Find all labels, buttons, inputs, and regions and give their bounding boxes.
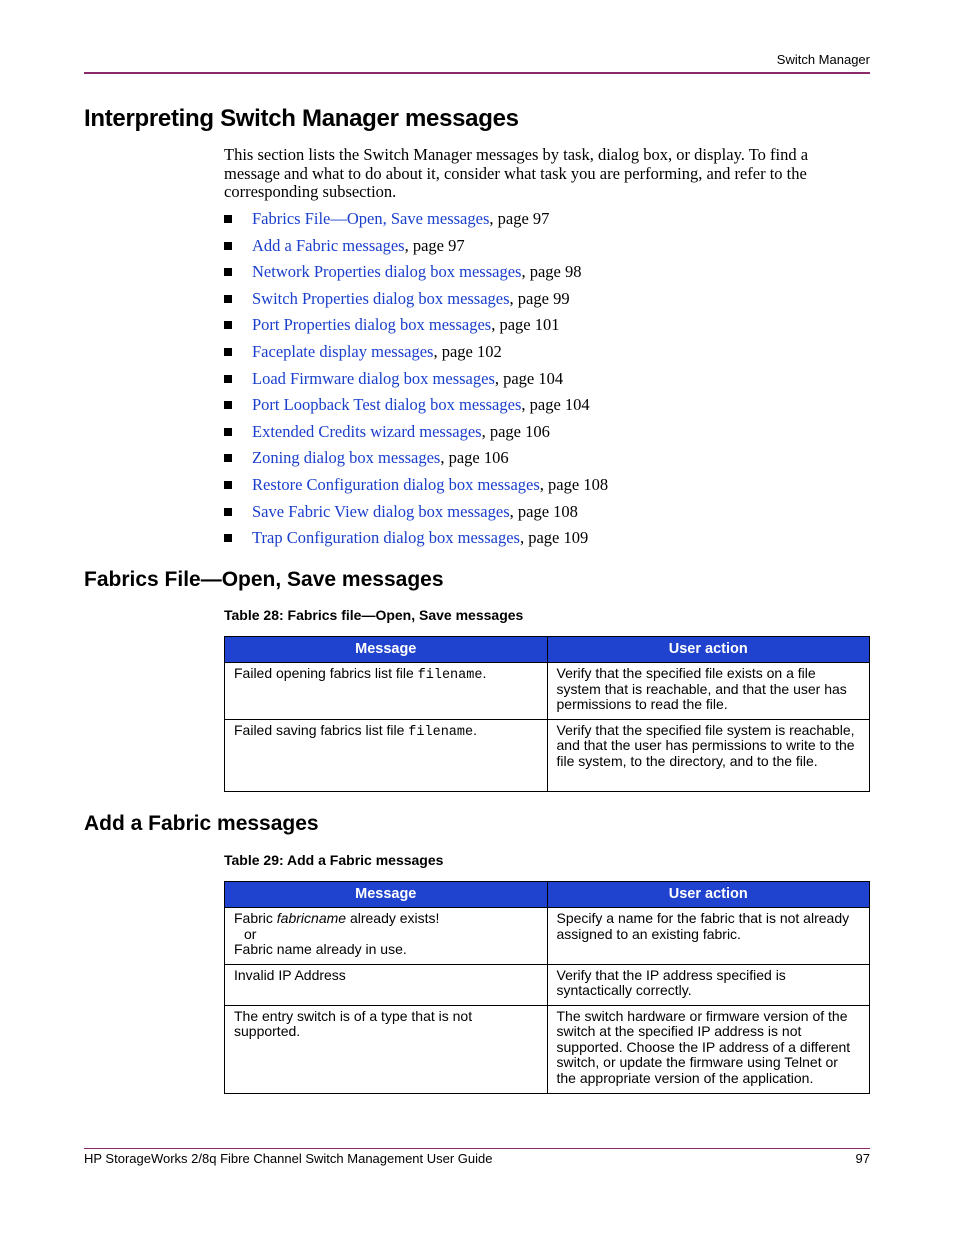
add-fabric-messages-table: [224, 881, 870, 1094]
or-separator: or: [244, 925, 257, 942]
action-cell: Specify a name for the fabric that is not already assigned to an existing fabric.: [547, 908, 870, 965]
table-header-row: [225, 882, 870, 908]
list-item: [224, 312, 608, 339]
toc-link[interactable]: Port Loopback Test dialog box messages: [252, 395, 522, 415]
list-item: [224, 233, 608, 260]
message-cell: Invalid IP Address: [225, 964, 548, 1005]
column-header-user-action: User action: [547, 637, 870, 663]
message-cell: [225, 719, 548, 791]
list-item: [224, 392, 608, 419]
list-item: [224, 366, 608, 393]
toc-link[interactable]: Switch Properties dialog box messages: [252, 288, 510, 308]
header-rule: [84, 72, 870, 74]
message-suffix: .: [473, 721, 477, 738]
list-item: [224, 445, 608, 472]
square-bullet-icon: [224, 268, 232, 276]
message-text: Failed opening fabrics list file: [234, 665, 418, 681]
table-row: [225, 719, 870, 791]
square-bullet-icon: [224, 401, 232, 409]
table-row: [225, 1005, 870, 1093]
toc-page-ref: , page 99: [509, 288, 570, 308]
list-item: [224, 339, 608, 366]
table-header-row: [225, 637, 870, 663]
toc-link[interactable]: Faceplate display messages: [252, 341, 434, 361]
toc-page-ref: , page 98: [521, 262, 582, 282]
list-item: [224, 499, 608, 526]
toc-page-ref: , page 101: [491, 315, 560, 335]
toc-page-ref: , page 106: [481, 421, 550, 441]
fabricname-placeholder: fabricname: [276, 910, 347, 926]
toc-link[interactable]: Restore Configuration dialog box messages: [252, 474, 540, 494]
toc-page-ref: , page 108: [509, 501, 578, 521]
toc-link[interactable]: Extended Credits wizard messages: [252, 421, 482, 441]
square-bullet-icon: [224, 375, 232, 383]
section-heading-add-fabric: Add a Fabric messages: [84, 812, 319, 835]
list-item: [224, 472, 608, 499]
toc-page-ref: , page 102: [433, 341, 502, 361]
square-bullet-icon: [224, 321, 232, 329]
column-header-message: Message: [225, 637, 548, 663]
square-bullet-icon: [224, 428, 232, 436]
page-heading: Interpreting Switch Manager messages: [84, 105, 519, 132]
square-bullet-icon: [224, 295, 232, 303]
action-cell: Verify that the IP address specified is syntactically correctly.: [547, 964, 870, 1005]
toc-link[interactable]: Port Properties dialog box messages: [252, 315, 492, 335]
square-bullet-icon: [224, 534, 232, 542]
toc-page-ref: , page 106: [440, 448, 509, 468]
table-row: [225, 964, 870, 1005]
toc-link[interactable]: Fabrics File—Open, Save messages: [252, 209, 490, 228]
footer-guide-title: HP StorageWorks 2/8q Fibre Channel Switch Management User Guide: [84, 1151, 493, 1166]
toc-link[interactable]: Trap Configuration dialog box messages: [252, 528, 520, 548]
message-cell: The entry switch is of a type that is not supported.: [225, 1005, 548, 1093]
list-item: [224, 419, 608, 446]
table-row: [225, 908, 870, 965]
action-cell: The switch hardware or firmware version of the switch at the specified IP address is not supported. Choose the IP address of a different switch, or update the firmware using Telnet or the appropriate version of the application.: [547, 1005, 870, 1093]
message-text: Failed saving fabrics list file: [234, 721, 409, 738]
toc-page-ref: , page 104: [521, 395, 590, 415]
footer-rule: [84, 1148, 870, 1149]
fabrics-file-messages-table: [224, 636, 870, 792]
filename-code: filename: [417, 668, 483, 683]
toc-page-ref: , page 109: [519, 528, 589, 548]
toc-link[interactable]: Network Properties dialog box messages: [252, 262, 522, 282]
message-section-list: [224, 206, 608, 552]
message-text: already exists!: [346, 910, 440, 926]
action-cell: Verify that the specified file system is reachable, and that the user has permissions to write to the file system, to the directory, and to the file.: [547, 719, 870, 791]
list-item: [224, 525, 608, 552]
list-item: [224, 259, 608, 286]
running-header: Switch Manager: [776, 52, 870, 67]
message-line: [234, 911, 538, 927]
filename-code: filename: [408, 724, 474, 740]
toc-link[interactable]: Add a Fabric messages: [252, 235, 405, 255]
list-item: [224, 286, 608, 313]
toc-link[interactable]: Zoning dialog box messages: [252, 448, 441, 468]
toc-page-ref: , page 97: [489, 209, 550, 228]
square-bullet-icon: [224, 215, 232, 223]
square-bullet-icon: [224, 481, 232, 489]
column-header-message: Message: [225, 882, 548, 908]
table-row: [225, 663, 870, 720]
table-caption: Table 29: Add a Fabric messages: [224, 852, 444, 868]
list-item: [224, 206, 608, 233]
square-bullet-icon: [224, 242, 232, 250]
square-bullet-icon: [224, 348, 232, 356]
square-bullet-icon: [224, 454, 232, 462]
toc-page-ref: , page 97: [404, 235, 465, 255]
message-cell: [225, 908, 548, 965]
toc-page-ref: , page 108: [539, 474, 609, 494]
message-cell: [225, 663, 548, 720]
message-suffix: .: [482, 665, 487, 681]
intro-paragraph: This section lists the Switch Manager messages by task, dialog box, or display. To find a message and what to do about it, consider what task you are performing, and refer to the corresponding subsection.: [224, 145, 809, 201]
action-cell: Verify that the specified file exists on a file system that is reachable, and that the user has permissions to read the file.: [547, 663, 870, 720]
toc-link[interactable]: Save Fabric View dialog box messages: [252, 501, 510, 521]
message-line: Fabric name already in use.: [234, 941, 407, 957]
message-text: Fabric: [234, 910, 277, 926]
square-bullet-icon: [224, 508, 232, 516]
column-header-user-action: User action: [547, 882, 870, 908]
page-number: 97: [855, 1151, 870, 1166]
toc-link[interactable]: Load Firmware dialog box messages: [252, 368, 495, 388]
toc-page-ref: , page 104: [494, 368, 564, 388]
table-caption: Table 28: Fabrics file—Open, Save messages: [224, 607, 524, 623]
section-heading-fabrics-file: Fabrics File—Open, Save messages: [84, 568, 444, 591]
